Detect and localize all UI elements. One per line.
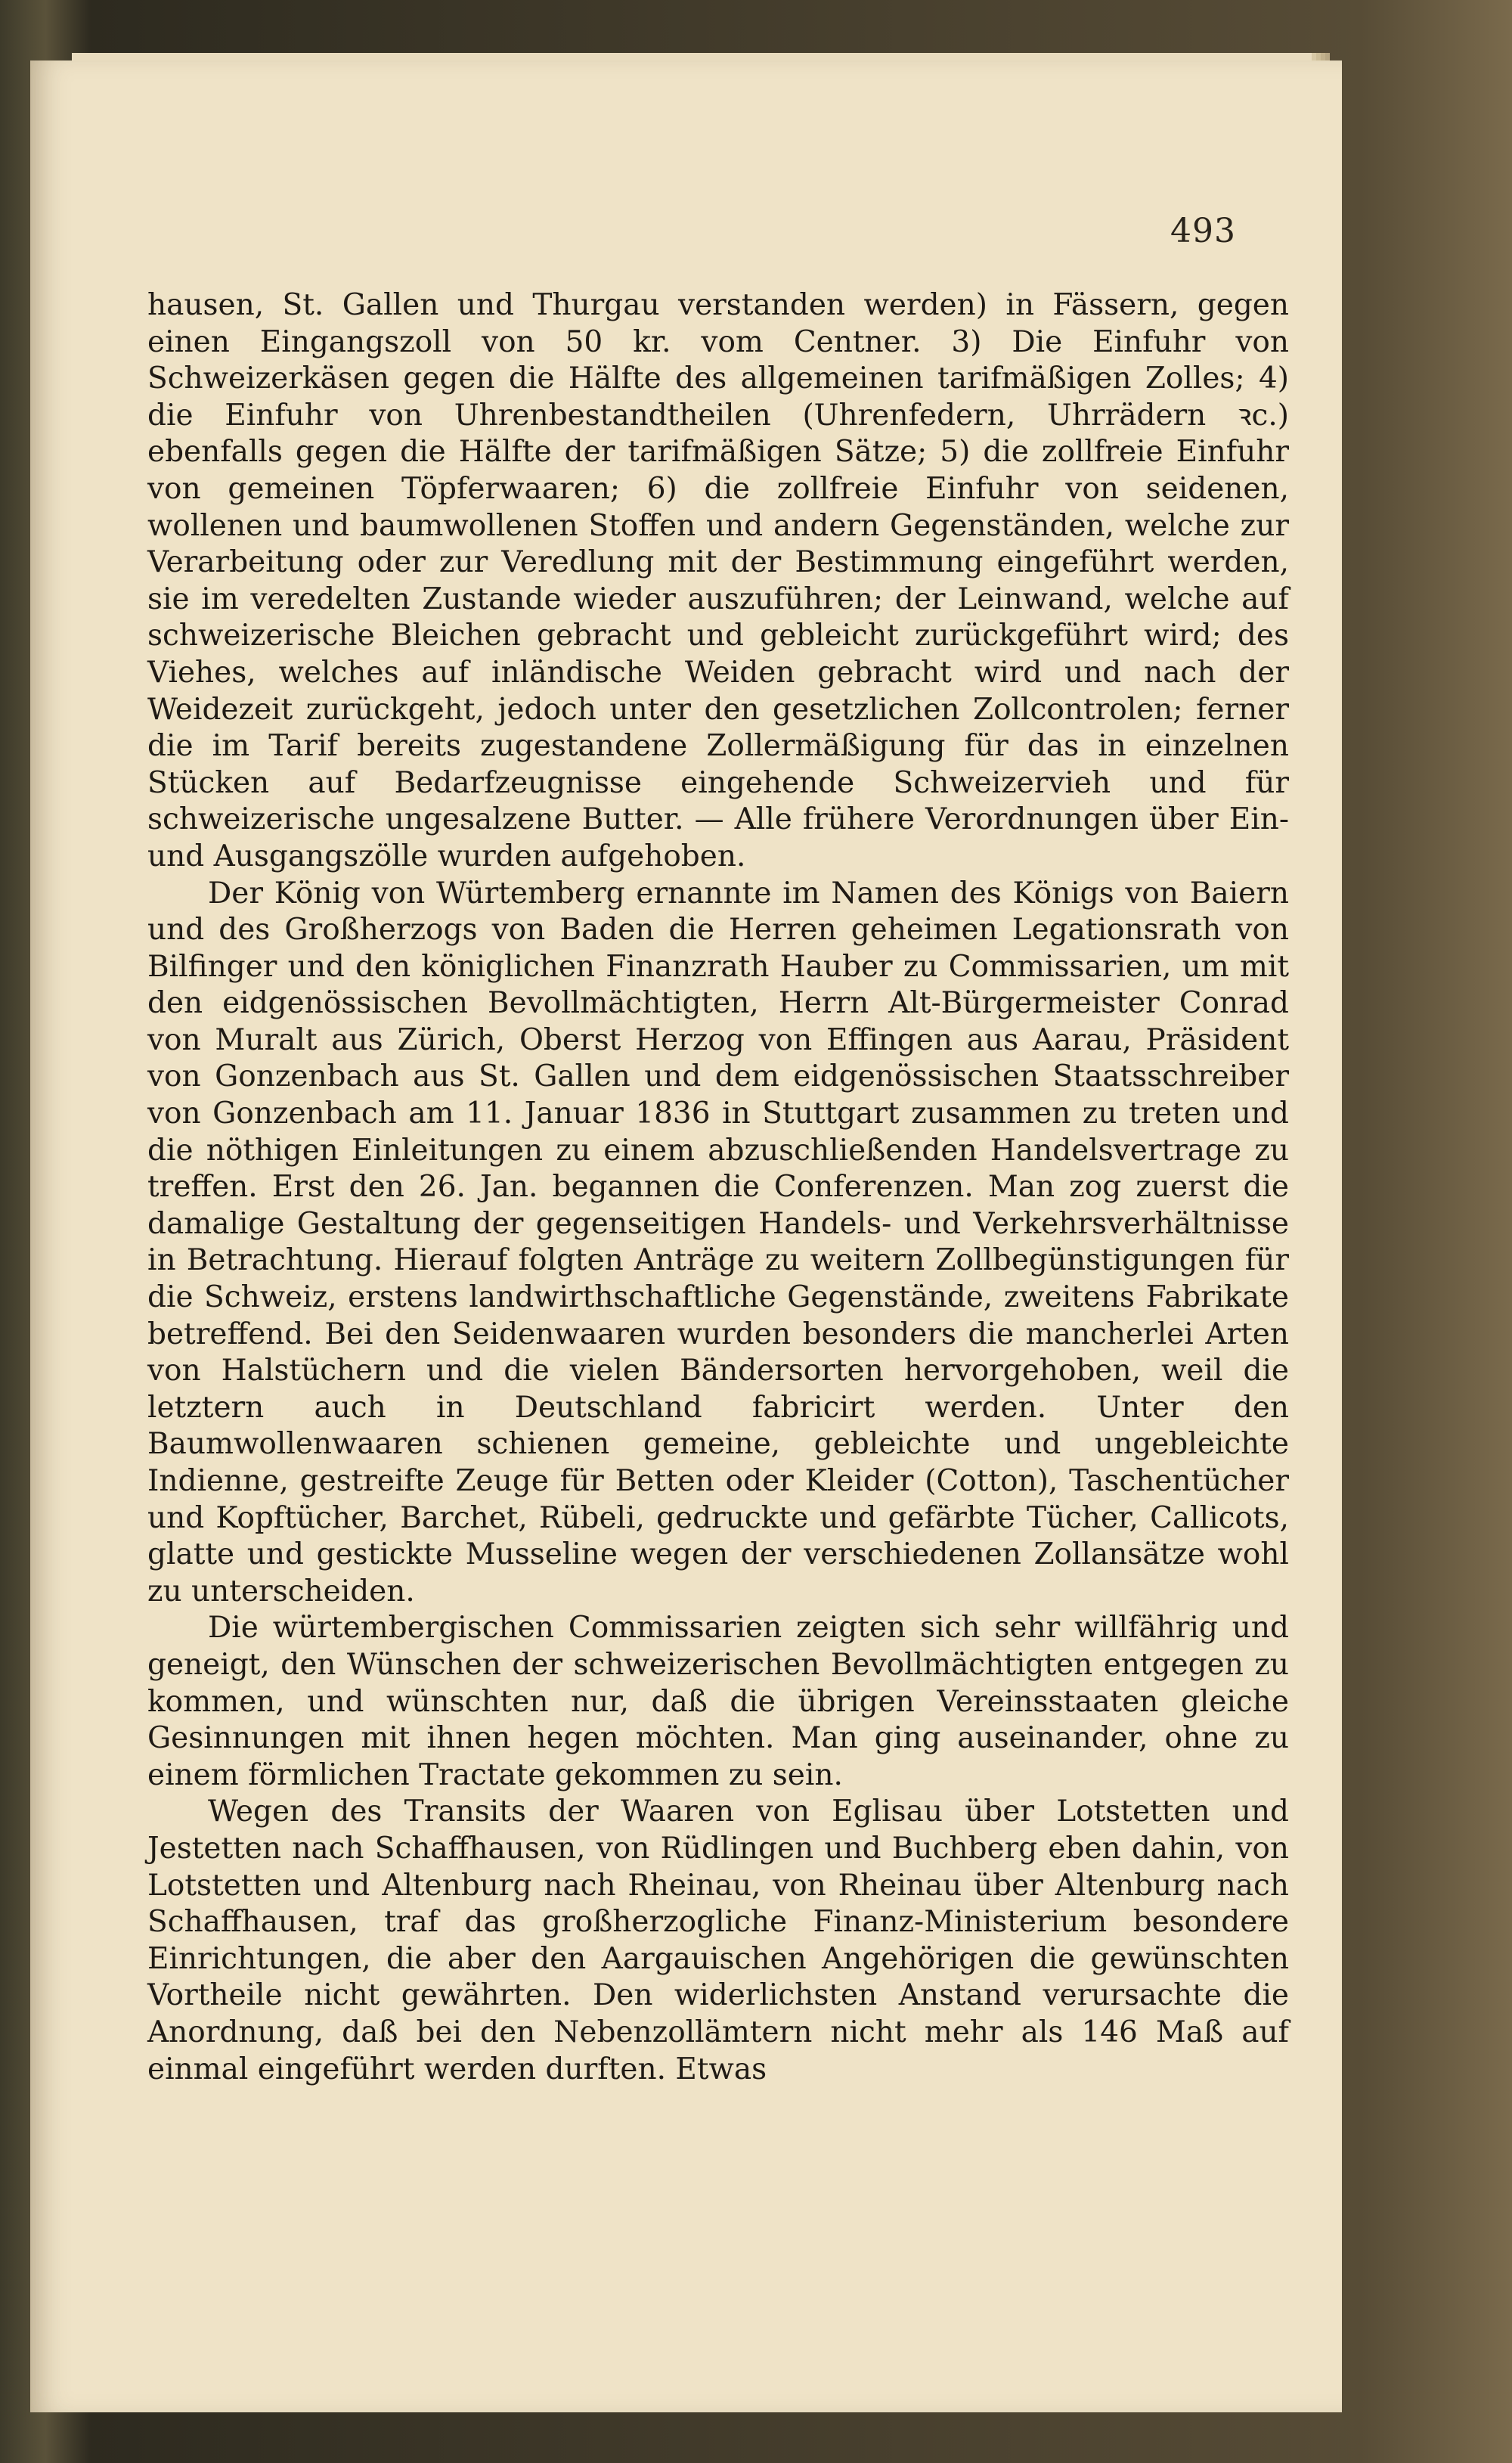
paragraph-3: Die würtembergischen Commissarien zeigten sich sehr willfährig und geneigt, den Wünschen der schweizerischen Bevollmächtigten entgegen zu kommen, und wünschten nur, daß die übrigen Vereinsstaaten gleiche Gesinnungen mit ihnen hegen möchten. Man ging auseinander, ohne zu einem förmlichen Tractate gekommen zu sein. <box>147 1611 1289 1792</box>
paragraph-4: Wegen des Transits der Waaren von Eglisau über Lotstetten und Jestetten nach Schaffhausen, von Rüdlingen und Buchberg eben dahin, von Lotstetten und Altenburg nach Rheinau, von Rheinau über Altenburg nach Schaffhausen, traf das großherzogliche Finanz-Ministerium besondere Einrichtungen, die aber den Aargauischen Angehörigen die gewünschten Vortheile nicht gewährten. Den widerlichsten Anstand verursachte die Anordnung, daß bei den Nebenzollämtern nicht mehr als 146 Maß auf einmal eingeführt werden durften. Etwas <box>147 1795 1289 2086</box>
body-text <box>147 287 1289 2088</box>
book-page <box>30 60 1342 2412</box>
page-number: 493 <box>1170 212 1236 250</box>
paragraph-2: Der König von Würtemberg ernannte im Namen des Königs von Baiern und des Großherzogs von Baden die Herren geheimen Legationsrath von Bilfinger und den königlichen Finanzrath Hauber zu Commissarien, um mit den eidgenössischen Bevollmächtigten, Herrn Alt-Bürgermeister Conrad von Muralt aus Zürich, Oberst Herzog von Effingen aus Aarau, Präsident von Gonzenbach aus St. Gallen und dem eidgenössischen Staatsschreiber von Gonzenbach am 11. Januar 1836 in Stuttgart zusammen zu treten und die nöthigen Einleitungen zu einem abzuschließenden Handelsvertrage zu treffen. Erst den 26. Jan. begannen die Conferenzen. Man zog zuerst die damalige Gestaltung der gegenseitigen Handels- und Verkehrsverhältnisse in Betrachtung. Hierauf folgten Anträge zu weitern Zollbegünstigungen für die Schweiz, erstens landwirthschaftliche Gegenstände, zweitens Fabrikate betreffend. Bei den Seidenwaaren wurden besonders die mancherlei Arten von Halstüchern und die vielen Bändersorten hervorgehoben, weil die letztern auch in Deutschland fabricirt werden. Unter den Baumwollenwaaren schienen gemeine, gebleichte und ungebleichte Indienne, gestreifte Zeuge für Betten oder Kleider (Cotton), Taschentücher und Kopftücher, Barchet, Rübeli, gedruckte und gefärbte Tücher, Callicots, glatte und gestickte Musseline wegen der verschiedenen Zollansätze wohl zu unterscheiden. <box>147 876 1289 1608</box>
paragraph-1: hausen, St. Gallen und Thurgau verstanden werden) in Fässern, gegen einen Eingangszoll von 50 kr. vom Centner. 3) Die Einfuhr von Schweizerkäsen gegen die Hälfte des allgemeinen tarifmäßigen Zolles; 4) die Einfuhr von Uhrenbestandtheilen (Uhrenfedern, Uhrrädern ꝛc.) ebenfalls gegen die Hälfte der tarifmäßigen Sätze; 5) die zollfreie Einfuhr von gemeinen Töpferwaaren; 6) die zollfreie Einfuhr von seidenen, wollenen und baumwollenen Stoffen und andern Gegenständen, welche zur Verarbeitung oder zur Veredlung mit der Bestimmung eingeführt werden, sie im veredelten Zustande wieder auszuführen; der Leinwand, welche auf schweizerische Bleichen gebracht und gebleicht zurückgeführt wird; des Viehes, welches auf inländische Weiden gebracht wird und nach der Weidezeit zurückgeht, jedoch unter den gesetzlichen Zollcontrolen; ferner die im Tarif bereits zugestandene Zollermäßigung für das in einzelnen Stücken auf Bedarfzeugnisse eingehende Schweizervieh und für schweizerische ungesalzene Butter. — Alle frühere Verordnungen über Ein- und Ausgangszölle wurden aufgehoben. <box>147 288 1289 873</box>
